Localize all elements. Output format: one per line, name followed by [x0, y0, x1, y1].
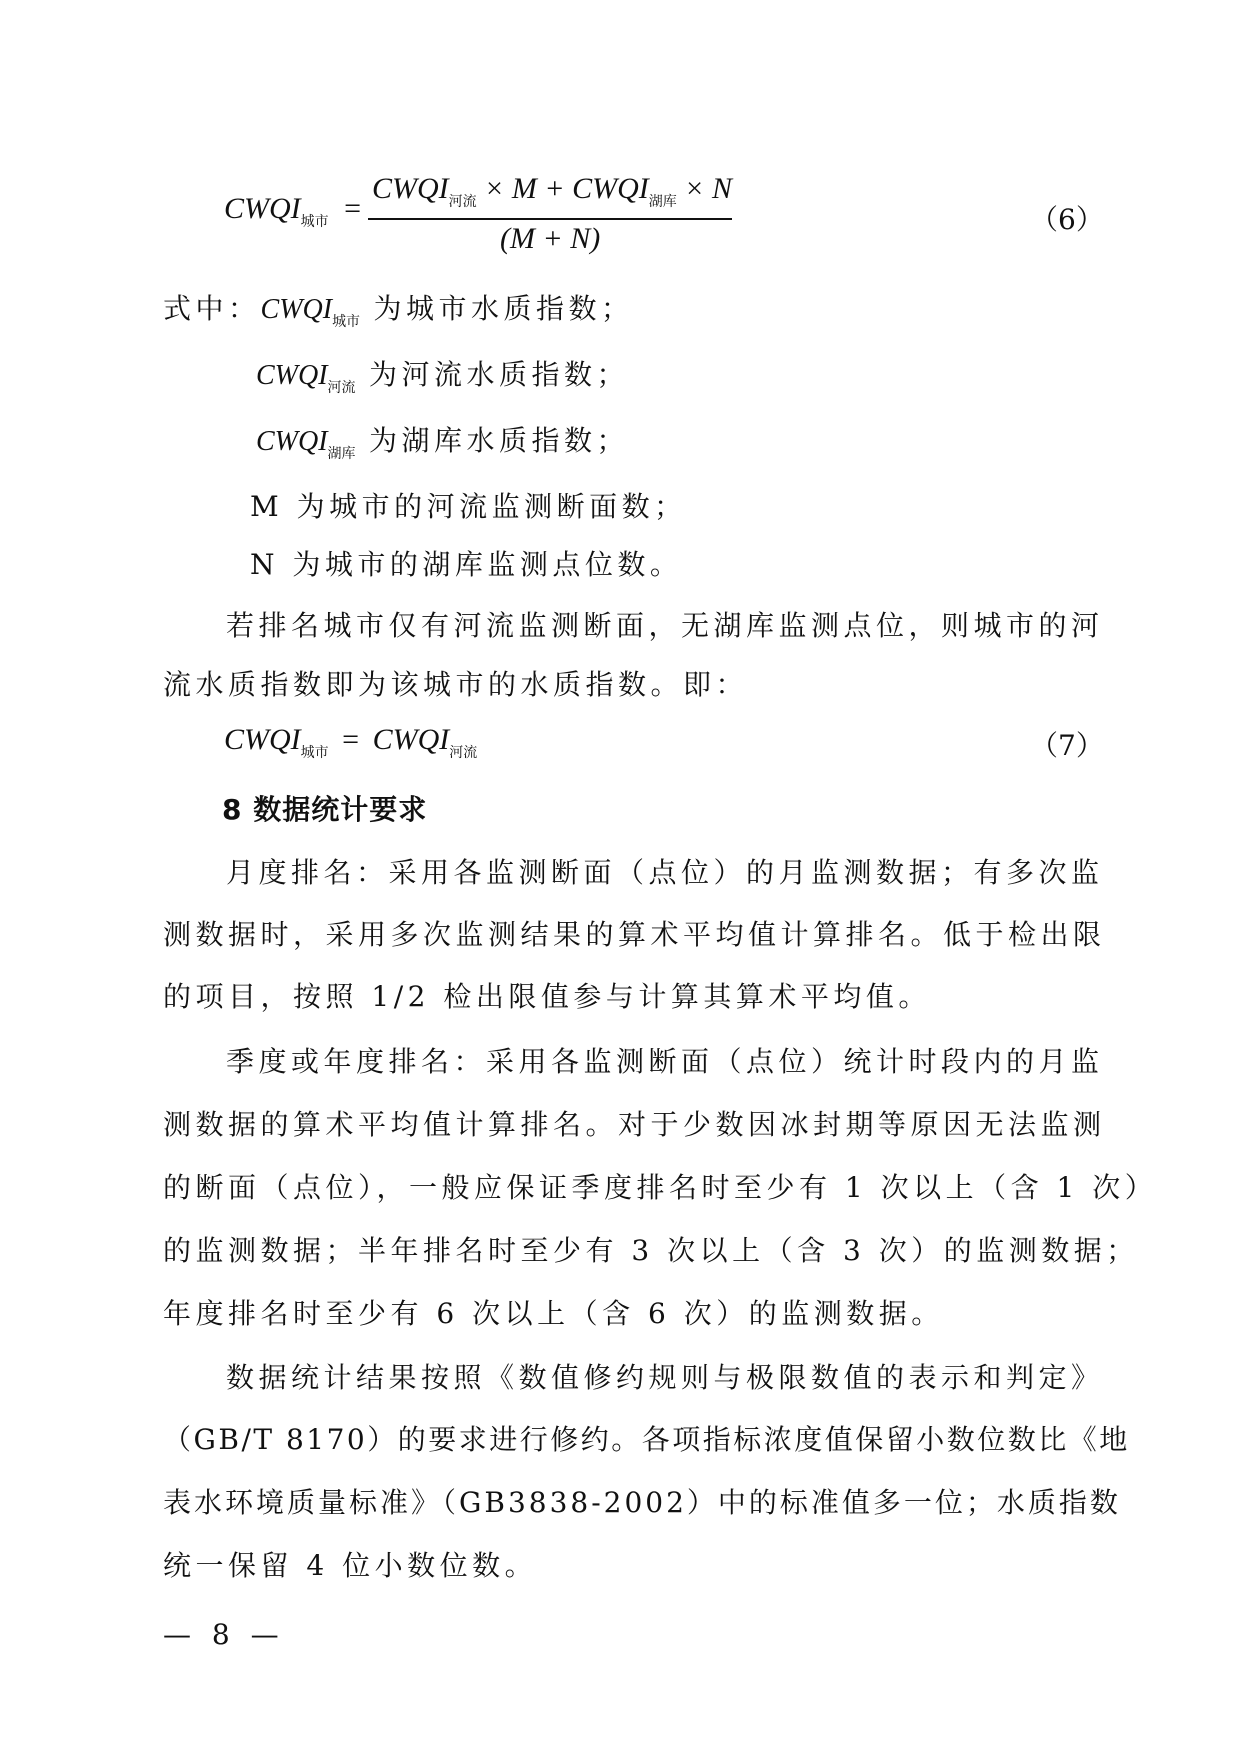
definition-line-4: M 为城市的河流监测断面数； — [250, 490, 687, 523]
equation-6-numerator: $CWQI_{河流} \times M$ + $CWQI_{湖库} \times N$ — [372, 172, 733, 210]
paragraph-3-line-3: 的断面（点位），一般应保证季度排名时至少有 1 次以上（含 1 次） — [163, 1171, 1158, 1204]
definition-line-2: $CWQI_{河流}$ 为河流水质指数； — [256, 358, 629, 396]
equation-7-number: （7） — [1030, 729, 1104, 762]
equation-7-content: $CWQI_{城市}$ = $CWQI_{河流}$ — [224, 723, 478, 761]
page-number: — 8 — — [163, 1618, 285, 1651]
section-heading: 8 数据统计要求 — [222, 793, 428, 826]
paragraph-1-line-2: 流水质指数即为该城市的水质指数。即： — [163, 668, 749, 701]
paragraph-2-line-3: 的项目，按照 1/2 检出限值参与计算其算术平均值。 — [163, 980, 931, 1013]
paragraph-4-line-3: 表水环境质量标准》（GB3838-2002）中的标准值多一位；水质指数 — [163, 1486, 1121, 1519]
paragraph-3-line-4: 的监测数据；半年排名时至少有 3 次以上（含 3 次）的监测数据； — [163, 1234, 1139, 1267]
definition-line-5: N 为城市的湖库监测点位数。 — [250, 548, 683, 581]
paragraph-4-line-1: 数据统计结果按照《数值修约规则与极限数值的表示和判定》 — [226, 1361, 1104, 1394]
paragraph-4-line-4: 统一保留 4 位小数位数。 — [163, 1549, 538, 1582]
equation-6-denominator: (M + N) — [500, 222, 601, 255]
paragraph-4-line-2: （GB/T 8170）的要求进行修约。各项指标浓度值保留小数位数比《地 — [163, 1423, 1130, 1456]
paragraph-1-line-1: 若排名城市仅有河流监测断面，无湖库监测点位，则城市的河 — [226, 609, 1104, 642]
definition-line-3: $CWQI_{湖库}$ 为湖库水质指数； — [256, 424, 629, 462]
equation-6-number: （6） — [1030, 203, 1104, 236]
paragraph-3-line-1: 季度或年度排名：采用各监测断面（点位）统计时段内的月监 — [226, 1045, 1104, 1078]
paragraph-2-line-1: 月度排名：采用各监测断面（点位）的月监测数据；有多次监 — [226, 856, 1104, 889]
equation-6-lhs: $CWQI_{城市}$ = — [224, 192, 362, 230]
paragraph-3-line-2: 测数据的算术平均值计算排名。对于少数因冰封期等原因无法监测 — [163, 1108, 1106, 1141]
paragraph-2-line-2: 测数据时，采用多次监测结果的算术平均值计算排名。低于检出限 — [163, 918, 1106, 951]
fraction-bar — [368, 218, 732, 220]
paragraph-3-line-5: 年度排名时至少有 6 次以上（含 6 次）的监测数据。 — [163, 1297, 944, 1330]
definition-line-1: 式中：$CWQI_{城市}$ 为城市水质指数； — [163, 292, 634, 330]
